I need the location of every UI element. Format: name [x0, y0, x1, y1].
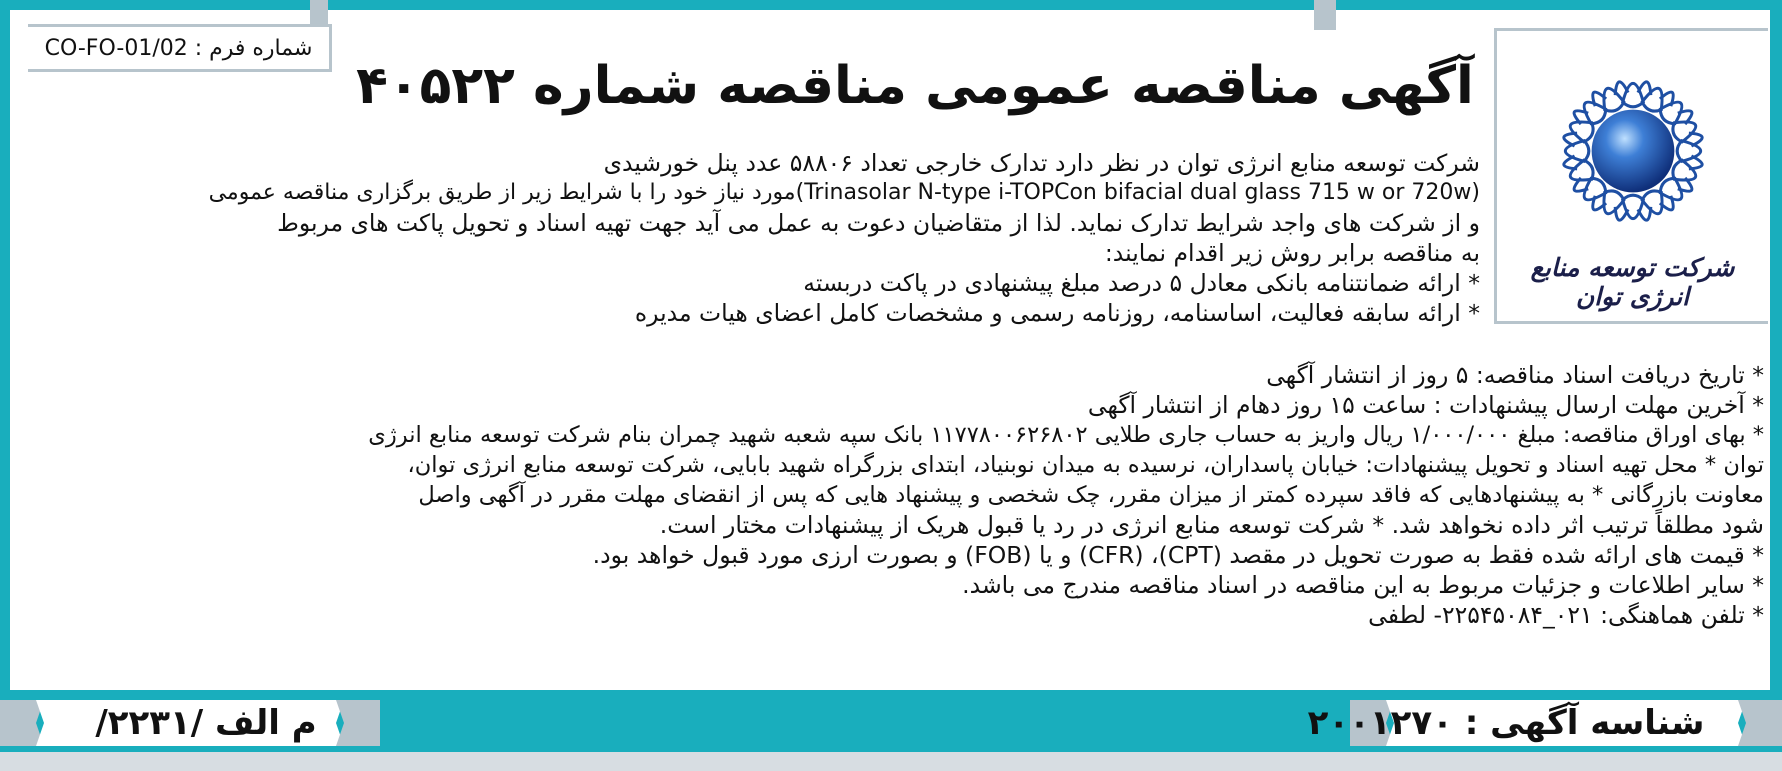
detail-line: توان * محل تهیه اسناد و تحویل پیشنهادات: خیابان پاسداران، نرسیده به میدان نوبنیاد، ابتدای بزرگراه شهید بابایی، شرکت توسعه منابع انرژی توان،	[407, 452, 1764, 478]
announcement-code: م الف /۲۲۳۱/	[95, 703, 317, 743]
logo-petal	[1567, 158, 1597, 186]
detail-line: معاونت بازرگانی * به پیشنهادهایی که فاقد سپرده کمتر از میزان مقرر، چک شخصی و پیشنهاد هایی که پس از انقضای مهلت مقرر در آگهی واصل	[418, 482, 1764, 508]
logo-caption: شرکت توسعه منابع انرژی توان	[1530, 253, 1735, 311]
detail-line: * سایر اطلاعات و جزئیات مربوط به این مناقصه در اسناد مناقصه مندرج می باشد.	[962, 571, 1764, 599]
detail-line: شود مطلقاً ترتیب اثر داده نخواهد شد. * شرکت توسعه منابع انرژی در رد یا قبول هریک از پیشنهادات مختار است.	[659, 511, 1764, 539]
detail-line: * تاریخ دریافت اسناد مناقصه: ۵ روز از انتشار آگهی	[1266, 361, 1764, 389]
ad-content-panel	[10, 10, 1770, 690]
intro-paragraph	[70, 148, 1480, 328]
logo-petal	[1598, 188, 1626, 218]
detail-line: * قیمت های ارائه شده فقط به صورت تحویل در مقصد (CPT)، (CFR) و یا (FOB) و بصورت ارزی مورد قبول خواهد بود.	[592, 541, 1764, 569]
form-number-box	[28, 24, 332, 72]
accent-bar-top-right	[1314, 0, 1336, 30]
bottom-strip	[0, 751, 1782, 771]
intro-line: * ارائه سابقه فعالیت، اساسنامه، روزنامه رسمی و مشخصات کامل اعضای هیات مدیره	[634, 299, 1480, 327]
logo-petal	[1640, 188, 1668, 218]
logo-panel	[1494, 28, 1768, 324]
intro-line: و از شرکت های واجد شرایط تدارک نماید. لذا از متقاضیان دعوت به عمل می آید جهت تهیه اسناد و تحویل پاکت های مربوط	[277, 209, 1480, 237]
company-logo-icon	[1539, 57, 1727, 245]
intro-line: به مناقصه برابر روش زیر اقدام نمایند:	[1104, 239, 1480, 267]
logo-petal	[1640, 85, 1668, 115]
detail-line: * تلفن هماهنگی: ۰۲۱_۲۲۵۴۵۰۸۴- لطفی	[1368, 601, 1764, 629]
footer-bar	[0, 694, 1782, 752]
intro-line: (Trinasolar N-type i-TOPCon bifacial dual glass 715 w or 720w)مورد نیاز خود را با شرایط زیر از طریق برگزاری مناقصه عمومی	[208, 180, 1480, 205]
detail-line: * بهای اوراق مناقصه: مبلغ ۱/۰۰۰/۰۰۰ ریال واریز به حساب جاری طلایی ۱۱۷۷۸۰۰۶۲۶۸۰۲ بانک سپه شعبه شهید چمران بنام شرکت توسعه منابع انرژی	[368, 422, 1764, 448]
logo-petal	[1598, 85, 1626, 115]
intro-line: * ارائه ضمانتنامه بانکی معادل ۵ درصد مبلغ پیشنهادی در پاکت دربسته	[803, 269, 1480, 297]
logo-petal	[1670, 116, 1700, 144]
detail-line: * آخرین مهلت ارسال پیشنهادات : ساعت ۱۵ روز دهام از انتشار آگهی	[1087, 391, 1764, 419]
form-number: شماره فرم : CO-FO-01/02	[44, 35, 313, 61]
intro-line: شرکت توسعه منابع انرژی توان در نظر دارد تدارک خارجی تعداد ۵۸۸۰۶ عدد پنل خورشیدی	[603, 149, 1480, 177]
announcement-id: شناسه آگهی : ۲۰۰۱۲۷۰	[1307, 703, 1705, 743]
details-paragraph	[44, 360, 1764, 630]
page-title: آگهی مناقصه عمومی مناقصه شماره ۴۰۵۲۲	[356, 56, 1474, 116]
logo-petal	[1567, 116, 1597, 144]
logo-petal	[1670, 158, 1700, 186]
